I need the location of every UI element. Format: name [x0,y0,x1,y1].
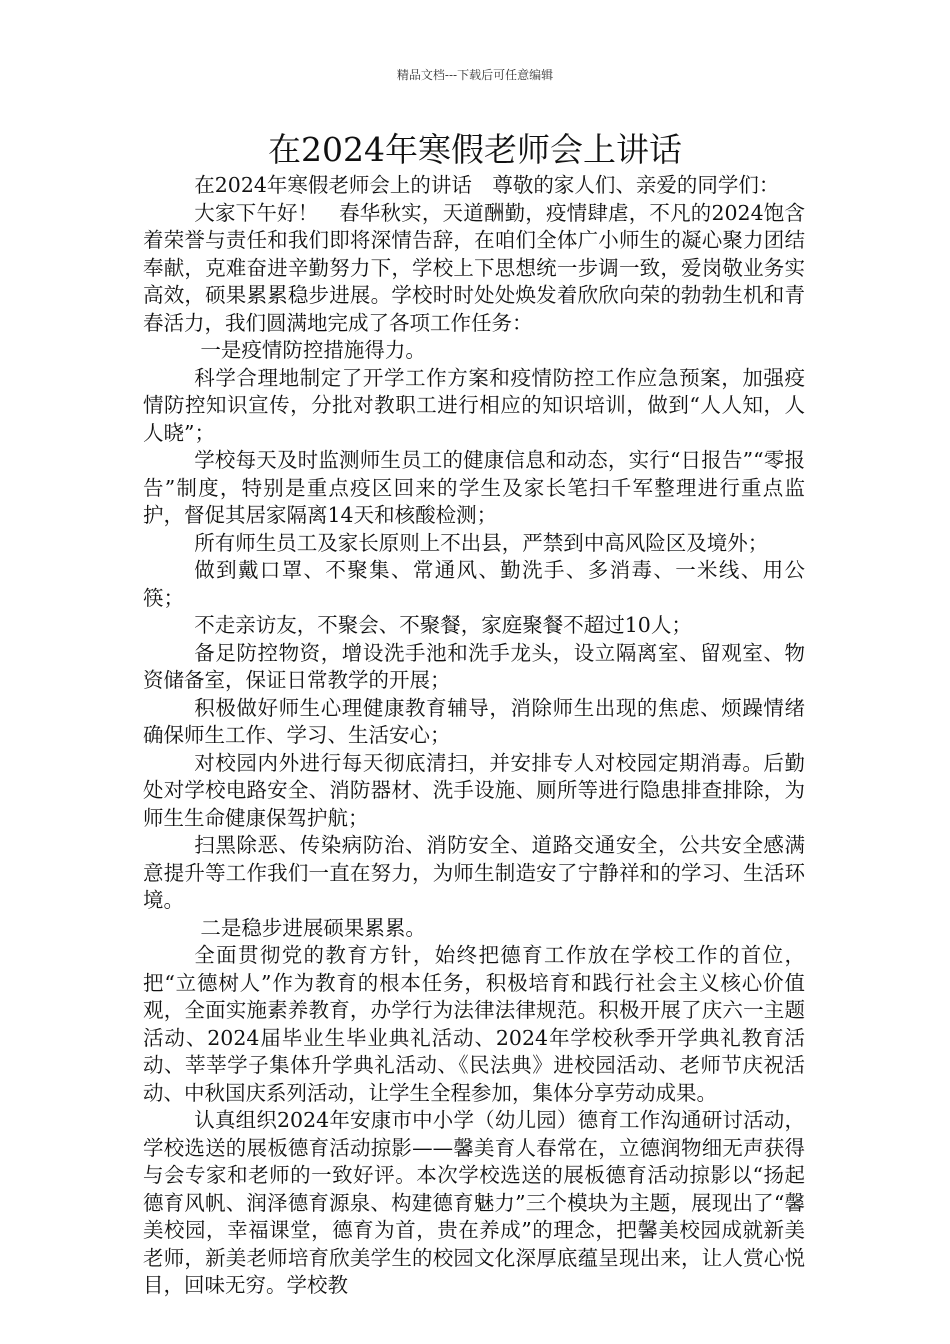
page-header-note: 精品文档---下载后可任意编辑 [396,68,554,82]
section-heading: 二是稳步进展硕果累累。 [200,915,426,940]
body-paragraph: 科学合理地制定了开学工作方案和疫情防控工作应急预案，加强疫情防控知识宣传，分批对教职工进行相应的知识培训，做到“人人知，人人晓”； [143,365,805,445]
body-paragraph: 积极做好师生心理健康教育辅导，消除师生出现的焦虑、烦躁情绪确保师生工作、学习、生活安心； [143,695,805,747]
body-paragraph: 在2024年寒假老师会上的讲话 尊敬的家人们、亲爱的同学们： [194,173,780,197]
body-paragraph: 认真组织2024年安康市中小学（幼儿园）德育工作沟通研讨活动，学校选送的展板德育活动掠影——馨美育人春常在，立德润物细无声获得与会专家和老师的一致好评。本次学校选送的展板德育活动掠影以“扬起德育风帆、润泽德育源泉、构建德育魅力”三个模块为主题，展现出了“馨美校园，幸福课堂，德育为首，贵在养成”的理念，把馨美校园成就新美老师，新美老师培育欣美学生的校园文化深厚底蕴呈现出来，让人赏心悦目，回味无穷。学校教 [143,1108,805,1297]
body-paragraph: 扫黑除恶、传染病防治、消防安全、道路交通安全，公共安全感满意提升等工作我们一直在努力，为师生制造安了宁静祥和的学习、生活环境。 [143,833,805,912]
body-paragraph: 做到戴口罩、不聚集、常通风、勤洗手、多消毒、一米线、用公筷； [143,558,805,610]
document-title: 在2024年寒假老师会上讲话 [268,130,682,169]
body-paragraph: 对校园内外进行每天彻底清扫，并安排专人对校园定期消毒。后勤处对学校电路安全、消防器材、洗手设施、厕所等进行隐患排查排除，为师生生命健康保驾护航； [143,750,805,830]
body-paragraph: 备足防控物资，增设洗手池和洗手龙头，设立隔离室、留观室、物资储备室，保证日常教学的开展； [143,640,805,692]
body-paragraph: 大家下午好！ 春华秋实，天道酬勤，疫情肆虐，不凡的2024饱含着荣誉与责任和我们即将深情告辞，在咱们全体广小师生的凝心聚力团结奉献，克难奋进辛勤努力下，学校上下思想统一步调一致，爱岗敬业务实高效，硕果累累稳步进展。学校时时处处焕发着欣欣向荣的勃勃生机和青春活力，我们圆满地完成了各项工作任务： [143,200,805,335]
body-paragraph: 所有师生员工及家长原则上不出县，严禁到中高风险区及境外； [194,530,769,555]
body-paragraph: 全面贯彻党的教育方针，始终把德育工作放在学校工作的首位，把“立德树人”作为教育的根本任务，积极培育和践行社会主义核心价值观，全面实施素养教育，办学行为法律法律规范。积极开展了庆六一主题活动、2024届毕业生毕业典礼活动、2024年学校秋季开学典礼教育活动、莘莘学子集体升学典礼活动、《民法典》进校园活动、老师节庆祝活动、中秋国庆系列活动，让学生全程参加，集体分享劳动成果。 [143,943,805,1105]
body-paragraph: 学校每天及时监测师生员工的健康信息和动态，实行“日报告”“零报告”制度，特别是重点疫区回来的学生及家长笔扫千军整理进行重点监护，督促其居家隔离14天和核酸检测； [143,448,805,527]
document-body [143,172,805,1300]
body-paragraph: 不走亲访友，不聚会、不聚餐，家庭聚餐不超过10人； [194,613,692,637]
section-heading: 一是疫情防控措施得力。 [200,338,426,362]
